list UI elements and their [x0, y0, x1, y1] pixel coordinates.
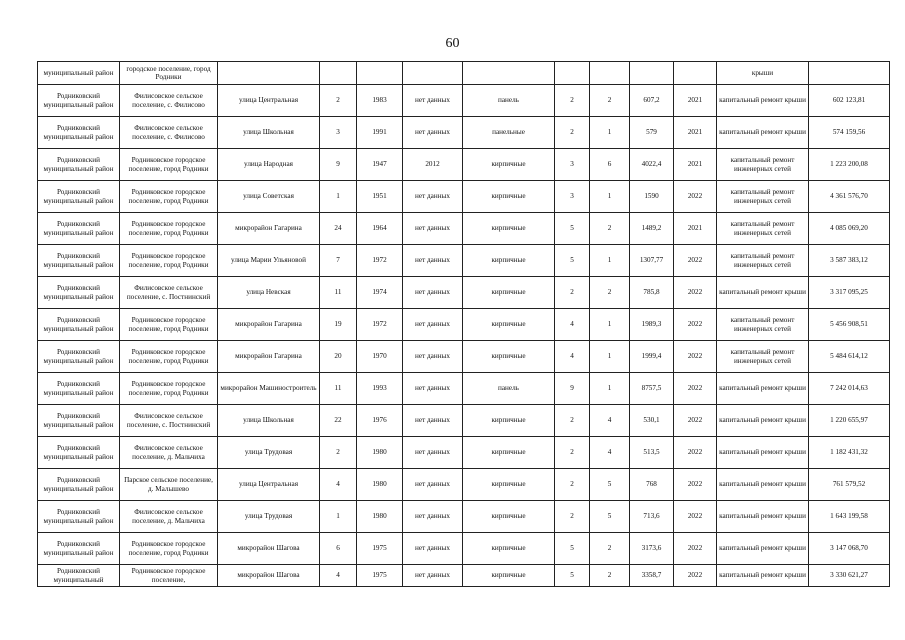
cell-house-number: 9	[320, 149, 357, 181]
cell-street: улица Трудовая	[218, 501, 320, 533]
cell-area: 1590	[630, 181, 674, 213]
cell-area: 4022,4	[630, 149, 674, 181]
cell-planned-year: 2022	[674, 469, 717, 501]
cell-planned-year: 2022	[674, 533, 717, 565]
cell-house-number: 11	[320, 373, 357, 405]
cell-planned-year: 2022	[674, 501, 717, 533]
cell-build-year: 1983	[357, 85, 403, 117]
cell-district: Родниковский муниципальный район	[38, 341, 120, 373]
cell-entrances: 4	[590, 405, 630, 437]
cell-street: улица Школьная	[218, 117, 320, 149]
cell-renovation-year: нет данных	[403, 437, 463, 469]
cell-entrances: 1	[590, 341, 630, 373]
cell-settlement: Парское сельское поселение, д. Малышево	[120, 469, 218, 501]
cell-floors: 3	[555, 149, 590, 181]
cell-district: Родниковский муниципальный район	[38, 277, 120, 309]
cell-district: Родниковский муниципальный район	[38, 533, 120, 565]
table-row	[38, 277, 890, 309]
cell-planned-year: 2021	[674, 85, 717, 117]
cell-entrances: 5	[590, 501, 630, 533]
cell-house-number: 24	[320, 213, 357, 245]
cell-build-year: 1980	[357, 469, 403, 501]
cell-wall-material: панель	[463, 373, 555, 405]
cell-wall-material: кирпичные	[463, 405, 555, 437]
cell-settlement: Филисовское сельское поселение, с. Филисово	[120, 85, 218, 117]
cell-wall-material: кирпичные	[463, 277, 555, 309]
cell-work-type: капитальный ремонт крыши	[717, 85, 809, 117]
cell-wall-material: кирпичные	[463, 149, 555, 181]
cell-entrances	[590, 62, 630, 85]
cell-cost: 1 643 199,58	[809, 501, 890, 533]
cell-floors: 4	[555, 341, 590, 373]
cell-work-type: капитальный ремонт инженерных сетей	[717, 245, 809, 277]
cell-wall-material: кирпичные	[463, 181, 555, 213]
cell-entrances: 5	[590, 469, 630, 501]
cell-cost: 3 317 095,25	[809, 277, 890, 309]
cell-entrances: 1	[590, 181, 630, 213]
cell-entrances: 2	[590, 213, 630, 245]
table-row	[38, 117, 890, 149]
cell-renovation-year: нет данных	[403, 277, 463, 309]
cell-area: 785,8	[630, 277, 674, 309]
cell-floors: 5	[555, 213, 590, 245]
cell-cost: 4 361 576,70	[809, 181, 890, 213]
cell-entrances: 6	[590, 149, 630, 181]
cell-entrances: 4	[590, 437, 630, 469]
cell-house-number: 20	[320, 341, 357, 373]
cell-cost: 1 223 200,08	[809, 149, 890, 181]
cell-work-type: капитальный ремонт крыши	[717, 437, 809, 469]
cell-house-number: 22	[320, 405, 357, 437]
cell-wall-material: кирпичные	[463, 501, 555, 533]
cell-wall-material: панель	[463, 85, 555, 117]
cell-street: улица Невская	[218, 277, 320, 309]
cell-district: Родниковский муниципальный	[38, 565, 120, 587]
cell-planned-year: 2022	[674, 181, 717, 213]
cell-street: улица Трудовая	[218, 437, 320, 469]
cell-district: Родниковский муниципальный район	[38, 501, 120, 533]
cell-planned-year: 2021	[674, 149, 717, 181]
cell-cost: 574 159,56	[809, 117, 890, 149]
cell-settlement: Родниковское городское поселение, город Родники	[120, 373, 218, 405]
table-row	[38, 437, 890, 469]
cell-floors: 2	[555, 277, 590, 309]
cell-floors: 9	[555, 373, 590, 405]
cell-settlement: Родниковское городское поселение, город Родники	[120, 149, 218, 181]
cell-house-number	[320, 62, 357, 85]
cell-planned-year	[674, 62, 717, 85]
cell-floors: 5	[555, 245, 590, 277]
cell-wall-material: кирпичные	[463, 341, 555, 373]
cell-settlement: Филисовское сельское поселение, с. Филисово	[120, 117, 218, 149]
cell-renovation-year: нет данных	[403, 245, 463, 277]
table-row	[38, 309, 890, 341]
cell-area: 713,6	[630, 501, 674, 533]
cell-build-year: 1975	[357, 565, 403, 587]
cell-entrances: 2	[590, 533, 630, 565]
cell-house-number: 3	[320, 117, 357, 149]
table-row	[38, 341, 890, 373]
cell-floors: 2	[555, 85, 590, 117]
cell-planned-year: 2022	[674, 565, 717, 587]
table-row	[38, 533, 890, 565]
cell-settlement: Родниковское городское поселение,	[120, 565, 218, 587]
cell-planned-year: 2022	[674, 405, 717, 437]
cell-house-number: 7	[320, 245, 357, 277]
cell-area: 1999,4	[630, 341, 674, 373]
cell-work-type: капитальный ремонт крыши	[717, 469, 809, 501]
cell-build-year: 1976	[357, 405, 403, 437]
cell-district: Родниковский муниципальный район	[38, 437, 120, 469]
cell-cost: 7 242 014,63	[809, 373, 890, 405]
cell-renovation-year: нет данных	[403, 181, 463, 213]
table-row	[38, 405, 890, 437]
table-row	[38, 469, 890, 501]
cell-house-number: 19	[320, 309, 357, 341]
cell-street: улица Марии Ульяновой	[218, 245, 320, 277]
cell-build-year: 1951	[357, 181, 403, 213]
cell-area: 579	[630, 117, 674, 149]
cell-district: Родниковский муниципальный район	[38, 181, 120, 213]
cell-work-type: капитальный ремонт инженерных сетей	[717, 149, 809, 181]
cell-street: микрорайон Шагова	[218, 533, 320, 565]
cell-renovation-year: нет данных	[403, 373, 463, 405]
cell-street	[218, 62, 320, 85]
cell-district: муниципальный район	[38, 62, 120, 85]
cell-settlement: Филисовское сельское поселение, д. Мальчиха	[120, 501, 218, 533]
cell-wall-material: кирпичные	[463, 245, 555, 277]
cell-renovation-year: нет данных	[403, 469, 463, 501]
cell-cost: 3 587 383,12	[809, 245, 890, 277]
cell-district: Родниковский муниципальный район	[38, 405, 120, 437]
cell-cost: 1 220 655,97	[809, 405, 890, 437]
cell-house-number: 6	[320, 533, 357, 565]
cell-entrances: 1	[590, 373, 630, 405]
table-row	[38, 213, 890, 245]
cell-work-type: капитальный ремонт крыши	[717, 533, 809, 565]
cell-work-type: капитальный ремонт инженерных сетей	[717, 213, 809, 245]
cell-build-year: 1964	[357, 213, 403, 245]
cell-cost: 3 147 068,70	[809, 533, 890, 565]
cell-planned-year: 2022	[674, 373, 717, 405]
cell-settlement: Филисовское сельское поселение, с. Постнинский	[120, 277, 218, 309]
cell-wall-material: кирпичные	[463, 469, 555, 501]
table-row	[38, 565, 890, 587]
cell-house-number: 11	[320, 277, 357, 309]
cell-work-type: капитальный ремонт инженерных сетей	[717, 181, 809, 213]
cell-entrances: 1	[590, 309, 630, 341]
cell-district: Родниковский муниципальный район	[38, 85, 120, 117]
cell-district: Родниковский муниципальный район	[38, 245, 120, 277]
cell-house-number: 2	[320, 437, 357, 469]
cell-street: улица Школьная	[218, 405, 320, 437]
table-body	[38, 62, 890, 587]
cell-floors: 5	[555, 565, 590, 587]
cell-work-type: капитальный ремонт крыши	[717, 277, 809, 309]
cell-build-year: 1980	[357, 501, 403, 533]
table-row	[38, 245, 890, 277]
cell-settlement: Филисовское сельское поселение, д. Мальчиха	[120, 437, 218, 469]
cell-area: 3173,6	[630, 533, 674, 565]
cell-floors: 2	[555, 501, 590, 533]
cell-renovation-year: нет данных	[403, 501, 463, 533]
cell-build-year: 1947	[357, 149, 403, 181]
cell-wall-material: кирпичные	[463, 437, 555, 469]
cell-area: 1307,77	[630, 245, 674, 277]
cell-street: улица Советская	[218, 181, 320, 213]
cell-area: 513,5	[630, 437, 674, 469]
cell-build-year: 1974	[357, 277, 403, 309]
cell-house-number: 4	[320, 469, 357, 501]
cell-entrances: 1	[590, 117, 630, 149]
cell-planned-year: 2021	[674, 213, 717, 245]
cell-street: улица Центральная	[218, 469, 320, 501]
cell-area: 1989,3	[630, 309, 674, 341]
cell-build-year: 1975	[357, 533, 403, 565]
cell-area: 3358,7	[630, 565, 674, 587]
cell-renovation-year	[403, 62, 463, 85]
cell-cost: 5 484 614,12	[809, 341, 890, 373]
cell-renovation-year: нет данных	[403, 341, 463, 373]
cell-wall-material: кирпичные	[463, 309, 555, 341]
cell-district: Родниковский муниципальный район	[38, 117, 120, 149]
cell-renovation-year: нет данных	[403, 565, 463, 587]
cell-settlement: городское поселение, город Родники	[120, 62, 218, 85]
cell-entrances: 2	[590, 277, 630, 309]
cell-house-number: 4	[320, 565, 357, 587]
table-row	[38, 149, 890, 181]
cell-work-type: капитальный ремонт инженерных сетей	[717, 341, 809, 373]
cell-street: микрорайон Гагарина	[218, 309, 320, 341]
cell-renovation-year: нет данных	[403, 85, 463, 117]
cell-district: Родниковский муниципальный район	[38, 373, 120, 405]
cell-street: микрорайон Гагарина	[218, 341, 320, 373]
cell-area: 768	[630, 469, 674, 501]
cell-build-year: 1970	[357, 341, 403, 373]
cell-build-year	[357, 62, 403, 85]
cell-renovation-year: 2012	[403, 149, 463, 181]
cell-street: улица Народная	[218, 149, 320, 181]
cell-work-type: капитальный ремонт крыши	[717, 373, 809, 405]
cell-cost: 761 579,52	[809, 469, 890, 501]
cell-floors: 3	[555, 181, 590, 213]
cell-floors: 2	[555, 117, 590, 149]
cell-planned-year: 2021	[674, 117, 717, 149]
cell-wall-material: панельные	[463, 117, 555, 149]
cell-settlement: Родниковское городское поселение, город Родники	[120, 533, 218, 565]
cell-district: Родниковский муниципальный район	[38, 213, 120, 245]
cell-floors	[555, 62, 590, 85]
page-number: 60	[445, 36, 460, 51]
cell-area: 530,1	[630, 405, 674, 437]
cell-wall-material: кирпичные	[463, 565, 555, 587]
cell-renovation-year: нет данных	[403, 309, 463, 341]
cell-entrances: 2	[590, 565, 630, 587]
cell-work-type: крыши	[717, 62, 809, 85]
cell-district: Родниковский муниципальный район	[38, 149, 120, 181]
cell-wall-material: кирпичные	[463, 533, 555, 565]
cell-planned-year: 2022	[674, 309, 717, 341]
cell-settlement: Родниковское городское поселение, город Родники	[120, 181, 218, 213]
cell-cost: 5 456 908,51	[809, 309, 890, 341]
cell-planned-year: 2022	[674, 277, 717, 309]
cell-settlement: Родниковское городское поселение, город Родники	[120, 245, 218, 277]
cell-renovation-year: нет данных	[403, 213, 463, 245]
cell-build-year: 1972	[357, 309, 403, 341]
cell-build-year: 1972	[357, 245, 403, 277]
cell-work-type: капитальный ремонт крыши	[717, 117, 809, 149]
cell-renovation-year: нет данных	[403, 405, 463, 437]
table-row	[38, 62, 890, 85]
cell-planned-year: 2022	[674, 245, 717, 277]
cell-street: микрорайон Гагарина	[218, 213, 320, 245]
cell-house-number: 1	[320, 501, 357, 533]
cell-wall-material	[463, 62, 555, 85]
cell-district: Родниковский муниципальный район	[38, 309, 120, 341]
cell-work-type: капитальный ремонт крыши	[717, 565, 809, 587]
cell-street: микрорайон Шагова	[218, 565, 320, 587]
cell-house-number: 1	[320, 181, 357, 213]
cell-planned-year: 2022	[674, 437, 717, 469]
cell-floors: 4	[555, 309, 590, 341]
cell-work-type: капитальный ремонт крыши	[717, 405, 809, 437]
cell-build-year: 1993	[357, 373, 403, 405]
cell-renovation-year: нет данных	[403, 533, 463, 565]
cell-cost: 3 330 621,27	[809, 565, 890, 587]
cell-entrances: 1	[590, 245, 630, 277]
cell-area: 8757,5	[630, 373, 674, 405]
cell-area	[630, 62, 674, 85]
cell-settlement: Родниковское городское поселение, город Родники	[120, 213, 218, 245]
cell-district: Родниковский муниципальный район	[38, 469, 120, 501]
cell-planned-year: 2022	[674, 341, 717, 373]
cell-floors: 2	[555, 437, 590, 469]
cell-floors: 2	[555, 469, 590, 501]
cell-street: улица Центральная	[218, 85, 320, 117]
cell-floors: 2	[555, 405, 590, 437]
cell-house-number: 2	[320, 85, 357, 117]
cell-wall-material: кирпичные	[463, 213, 555, 245]
cell-work-type: капитальный ремонт крыши	[717, 501, 809, 533]
cell-renovation-year: нет данных	[403, 117, 463, 149]
cell-street: микрорайон Машиностроитель	[218, 373, 320, 405]
cell-settlement: Родниковское городское поселение, город Родники	[120, 309, 218, 341]
cell-entrances: 2	[590, 85, 630, 117]
table-row	[38, 85, 890, 117]
cell-work-type: капитальный ремонт инженерных сетей	[717, 309, 809, 341]
cell-settlement: Филисовское сельское поселение, с. Постнинский	[120, 405, 218, 437]
housing-registry-table	[37, 61, 890, 587]
cell-area: 1489,2	[630, 213, 674, 245]
table-row	[38, 501, 890, 533]
cell-floors: 5	[555, 533, 590, 565]
cell-cost: 602 123,81	[809, 85, 890, 117]
cell-cost: 4 085 069,20	[809, 213, 890, 245]
cell-cost: 1 182 431,32	[809, 437, 890, 469]
cell-build-year: 1980	[357, 437, 403, 469]
cell-settlement: Родниковское городское поселение, город Родники	[120, 341, 218, 373]
cell-area: 607,2	[630, 85, 674, 117]
table-row	[38, 181, 890, 213]
cell-build-year: 1991	[357, 117, 403, 149]
table-row	[38, 373, 890, 405]
cell-cost	[809, 62, 890, 85]
